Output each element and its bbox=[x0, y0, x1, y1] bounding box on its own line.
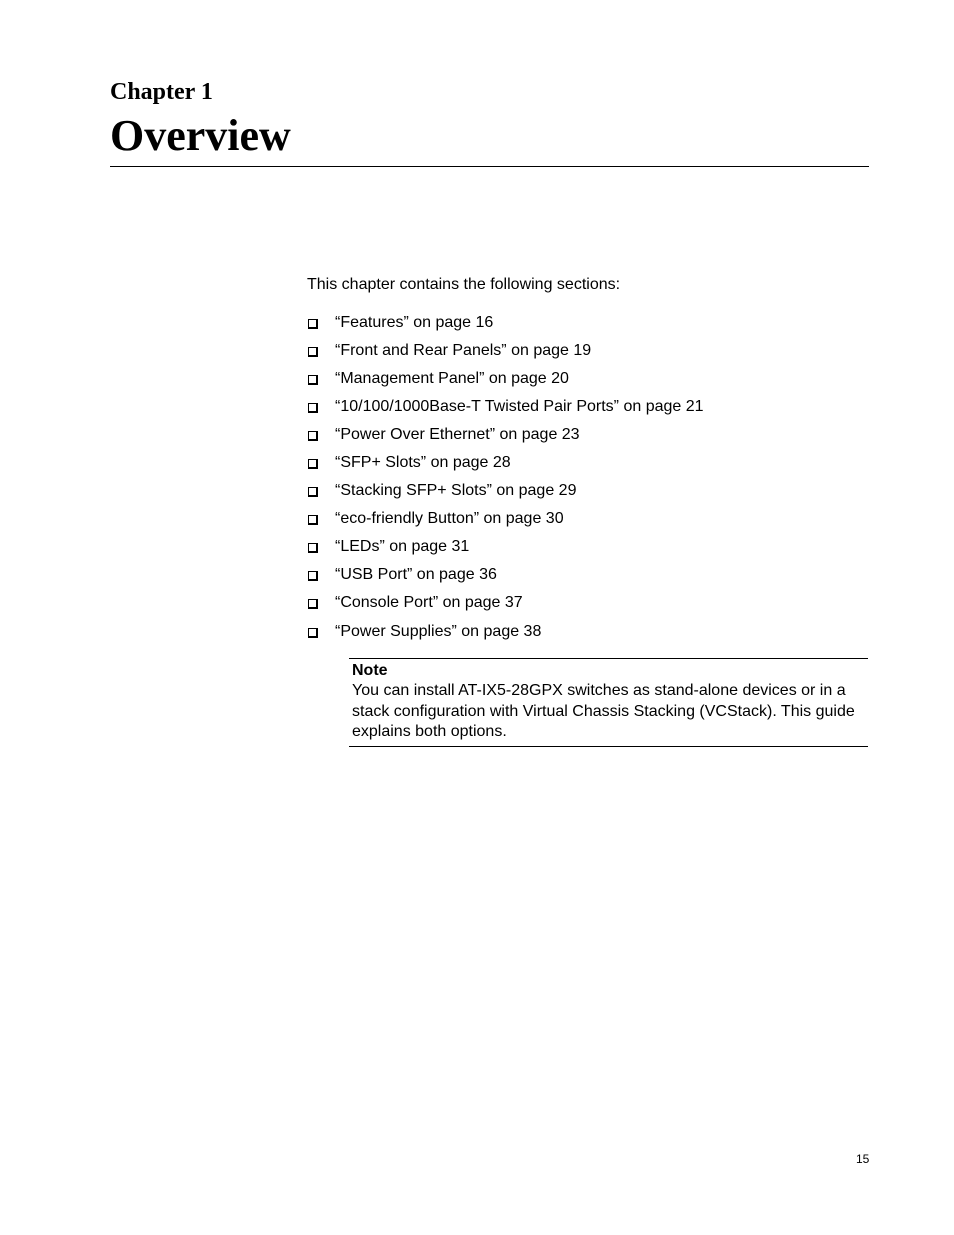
section-link-sfp-slots[interactable] bbox=[307, 453, 704, 481]
section-link-usb-port[interactable] bbox=[307, 565, 704, 593]
checkbox-square-icon bbox=[308, 571, 318, 581]
checkbox-square-icon bbox=[308, 403, 318, 413]
checkbox-square-icon bbox=[308, 515, 318, 525]
intro-text: This chapter contains the following sections: bbox=[307, 276, 621, 293]
chapter-title: Overview bbox=[110, 111, 291, 160]
section-link-label: “LEDs” on page 31 bbox=[335, 538, 470, 555]
note-heading: Note bbox=[352, 662, 388, 679]
checkbox-square-icon bbox=[308, 319, 318, 329]
section-link-label: “Management Panel” on page 20 bbox=[335, 370, 569, 387]
section-link-power-supplies[interactable] bbox=[307, 622, 704, 642]
checkbox-square-icon bbox=[308, 487, 318, 497]
checkbox-square-icon bbox=[308, 347, 318, 357]
chapter-label: Chapter 1 bbox=[110, 79, 213, 105]
checkbox-square-icon bbox=[308, 375, 318, 385]
section-link-stacking-sfp-slots[interactable] bbox=[307, 481, 704, 509]
section-link-console-port[interactable] bbox=[307, 593, 704, 621]
section-link-front-rear-panels[interactable] bbox=[307, 341, 704, 369]
section-link-features[interactable] bbox=[307, 313, 704, 341]
section-link-leds[interactable] bbox=[307, 537, 704, 565]
checkbox-square-icon bbox=[308, 431, 318, 441]
checkbox-square-icon bbox=[308, 543, 318, 553]
section-link-label: “Stacking SFP+ Slots” on page 29 bbox=[335, 482, 577, 499]
note-box bbox=[349, 658, 868, 747]
section-link-power-over-ethernet[interactable] bbox=[307, 425, 704, 453]
section-list bbox=[307, 313, 704, 642]
checkbox-square-icon bbox=[308, 628, 318, 638]
title-divider bbox=[110, 166, 869, 167]
section-link-label: “Power Supplies” on page 38 bbox=[335, 623, 542, 640]
section-link-label: “SFP+ Slots” on page 28 bbox=[335, 454, 511, 471]
section-link-label: “Features” on page 16 bbox=[335, 314, 494, 331]
section-link-label: “eco-friendly Button” on page 30 bbox=[335, 510, 564, 527]
page-number: 15 bbox=[856, 1152, 870, 1166]
checkbox-square-icon bbox=[308, 459, 318, 469]
section-link-label: “Console Port” on page 37 bbox=[335, 594, 523, 611]
section-link-label: “Power Over Ethernet” on page 23 bbox=[335, 426, 580, 443]
section-link-label: “Front and Rear Panels” on page 19 bbox=[335, 342, 592, 359]
note-body: You can install AT-IX5-28GPX switches as stand-alone devices or in a stack configuration with Virtual Chassis Stacking (VCStack). This guide explains both options. bbox=[352, 682, 855, 740]
section-link-management-panel[interactable] bbox=[307, 369, 704, 397]
section-link-twisted-pair-ports[interactable] bbox=[307, 397, 704, 425]
section-link-eco-friendly-button[interactable] bbox=[307, 509, 704, 537]
section-link-label: “10/100/1000Base-T Twisted Pair Ports” on page 21 bbox=[335, 398, 704, 415]
section-link-label: “USB Port” on page 36 bbox=[335, 566, 497, 583]
checkbox-square-icon bbox=[308, 599, 318, 609]
